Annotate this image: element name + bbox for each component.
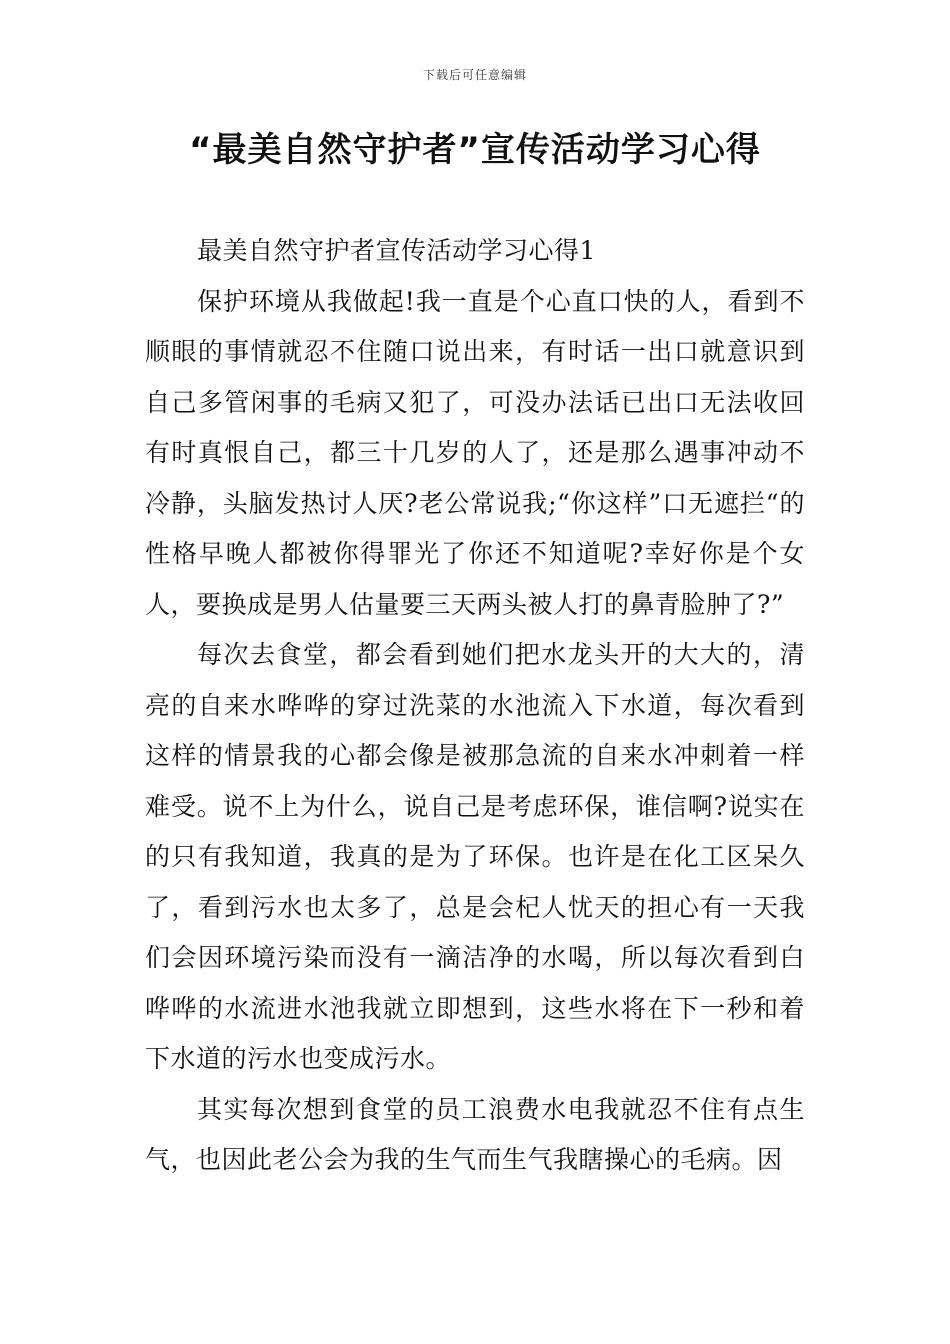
document-body [145, 226, 805, 1186]
paragraph: 其实每次想到食堂的员工浪费水电我就忍不住有点生气，也因此老公会为我的生气而生气我瞎操心的毛病。因 [145, 1094, 805, 1174]
header-note: 下载后可任意编辑 [422, 68, 527, 82]
paragraph: 保护环境从我做起!我一直是个心直口快的人，看到不顺眼的事情就忍不住随口说出来，有时话一出口就意识到自己多管闲事的毛病又犯了，可没办法话已出口无法收回有时真恨自己，都三十几岁的人了，还是那么遇事冲动不冷静，头脑发热讨人厌?老公常说我;“你这样”口无遮拦“的性格早晚人都被你得罪光了你还不知道呢?幸好你是个女人，要换成是男人估量要三天两头被人打的鼻青脸肿了?” [145, 286, 805, 619]
document-title: “最美自然守护者”宣传活动学习心得 [189, 130, 761, 170]
paragraph: 每次去食堂，都会看到她们把水龙头开的大大的，清亮的自来水哗哗的穿过洗菜的水池流入下水道，每次看到这样的情景我的心都会像是被那急流的自来水冲刺着一样难受。说不上为什么，说自己是考虑环保，谁信啊?说实在的只有我知道，我真的是为了环保。也许是在化工区呆久了，看到污水也太多了，总是会杞人忧天的担心有一天我们会因环境污染而没有一滴洁净的水喝，所以每次看到白哗哗的水流进水池我就立即想到，这些水将在下一秒和着下水道的污水也变成污水。 [145, 640, 805, 1073]
document-subtitle: 最美自然守护者宣传活动学习心得1 [197, 236, 596, 265]
